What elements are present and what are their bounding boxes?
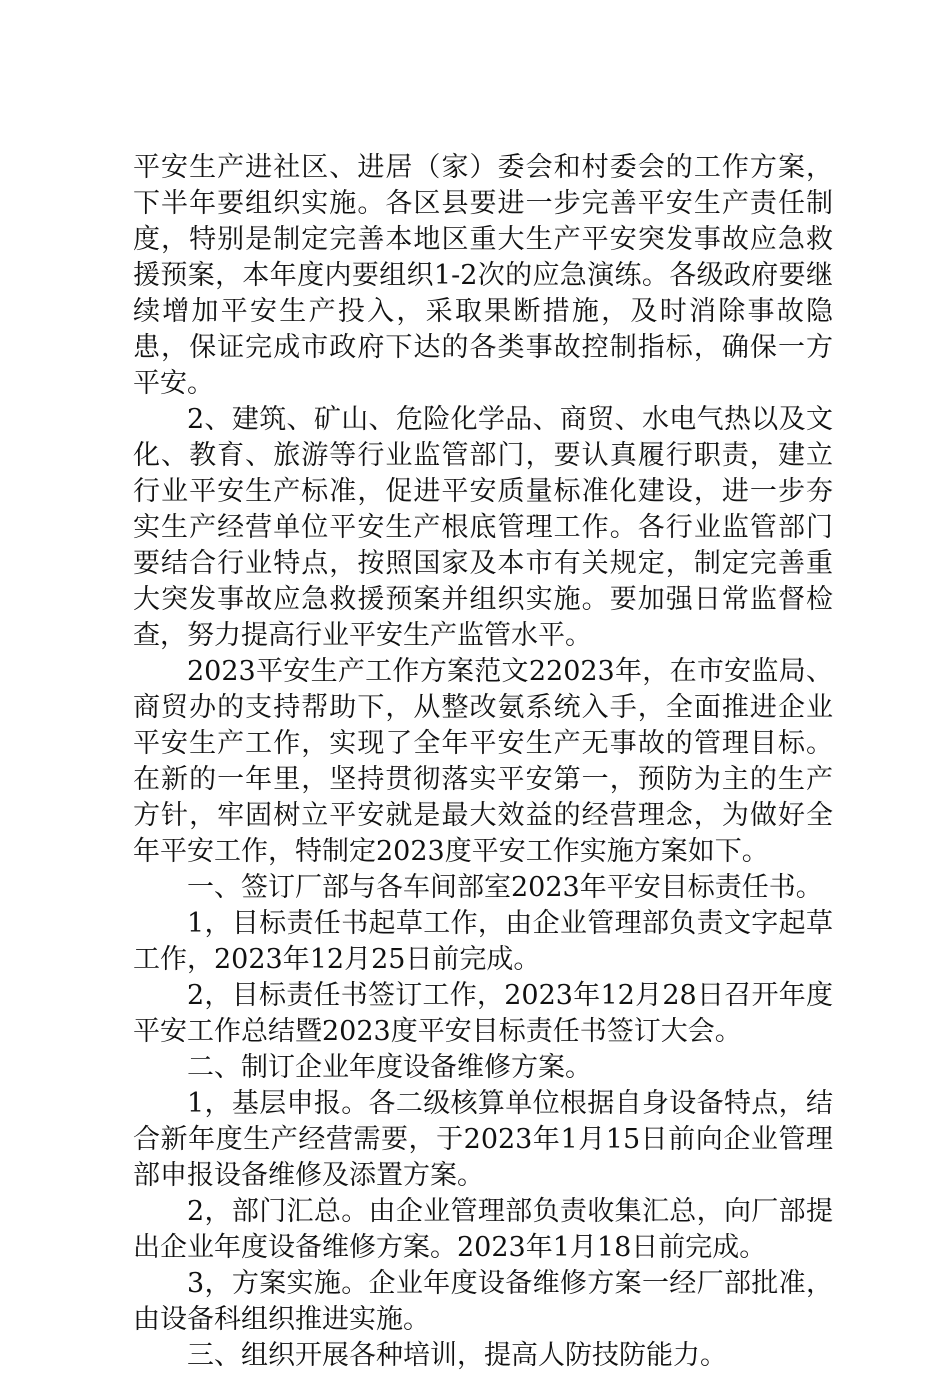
paragraph-6: 2，目标责任书签订工作，2023年12月28日召开年度平安工作总结暨2023度平安目标责任书签订大会。 (133, 980, 833, 1047)
paragraph-11: 三、组织开展各种培训，提高人防技防能力。 (187, 1340, 727, 1371)
paragraph-9: 2，部门汇总。由企业管理部负责收集汇总，向厂部提出企业年度设备维修方案。2023年1月18日前完成。 (133, 1196, 833, 1263)
paragraph-3: 2023平安生产工作方案范文22023年，在市安监局、商贸办的支持帮助下，从整改氨系统入手，全面推进企业平安生产工作，实现了全年平安生产无事故的管理目标。在新的一年里，坚持贯彻落实平安第一，预防为主的生产方针，牢固树立平安就是最大效益的经营理念，为做好全年平安工作，特制定2023度平安工作实施方案如下。 (133, 656, 833, 867)
paragraph-5: 1，目标责任书起草工作，由企业管理部负责文字起草工作，2023年12月25日前完成。 (133, 908, 833, 975)
document-body (133, 150, 833, 1374)
paragraph-4: 一、签订厂部与各车间部室2023年平安目标责任书。 (187, 872, 823, 903)
paragraph-10: 3，方案实施。企业年度设备维修方案一经厂部批准，由设备科组织推进实施。 (133, 1268, 833, 1335)
paragraph-1: 平安生产进社区、进居（家）委会和村委会的工作方案，下半年要组织实施。各区县要进一步完善平安生产责任制度，特别是制定完善本地区重大生产平安突发事故应急救援预案，本年度内要组织1-2次的应急演练。各级政府要继续增加平安生产投入，采取果断措施，及时消除事故隐患，保证完成市政府下达的各类事故控制指标，确保一方平安。 (133, 152, 833, 399)
paragraph-2: 2、建筑、矿山、危险化学品、商贸、水电气热以及文化、教育、旅游等行业监管部门，要认真履行职责，建立行业平安生产标准，促进平安质量标准化建设，进一步夯实生产经营单位平安生产根底管理工作。各行业监管部门要结合行业特点，按照国家及本市有关规定，制定完善重大突发事故应急救援预案并组织实施。要加强日常监督检查，努力提高行业平安生产监管水平。 (133, 404, 833, 651)
paragraph-8: 1，基层申报。各二级核算单位根据自身设备特点，结合新年度生产经营需要，于2023年1月15日前向企业管理部申报设备维修及添置方案。 (133, 1088, 833, 1191)
paragraph-7: 二、制订企业年度设备维修方案。 (187, 1052, 592, 1083)
